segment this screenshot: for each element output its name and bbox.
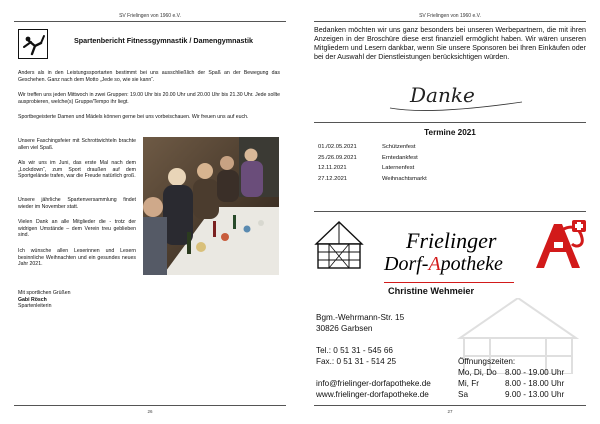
email-link[interactable]: info@frielinger-dorfapotheke.de (316, 379, 431, 388)
hours-time: 9.00 - 13.00 Uhr (505, 390, 565, 399)
city: 30826 Garbsen (316, 324, 373, 333)
termin-date: 27.12.2021 (318, 175, 348, 182)
paragraph-june: Als wir uns im Juni, das erste Mal nach dem „Lockdown“, zum Sport draußen auf dem Sportgelände trafen, war die Freude natürlich groß. (18, 160, 136, 180)
termin-event: Weihnachtsmarkt (382, 175, 427, 182)
termin-date: 25./26.09.2021 (318, 154, 357, 161)
hours-time: 8.00 - 19.00 Uhr (505, 368, 565, 377)
hours-days: Mi, Fr (458, 379, 479, 388)
divider-termine-top (314, 122, 586, 123)
hours-title: Öffnungszeiten: (458, 357, 516, 366)
termin-event: Erntedankfest (382, 154, 418, 161)
page-number: 26 (147, 409, 153, 414)
brand-underline (384, 282, 514, 283)
termin-event: Laternenfest (382, 165, 415, 171)
paragraph-assembly: Unsere jährliche Spartenversammlung findet wieder im November statt. (18, 197, 136, 210)
termine-title: Termine 2021 (424, 128, 476, 137)
web-link[interactable]: www.frielinger-dorfapotheke.de (316, 390, 429, 399)
village-house-icon (312, 220, 366, 270)
signoff (18, 290, 168, 310)
phone: Tel.: 0 51 31 - 545 66 (316, 346, 393, 355)
hours-days: Sa (458, 390, 469, 399)
paragraph-intro: Anders als in den Leistungssportarten bestimmt bei uns ausschließlich der Spaß an der Bewegung das Geschehen. Ganz nach dem Motto „Jede so, wie sie kann“. (18, 70, 280, 83)
fax: Fax.: 0 51 31 - 514 25 (316, 357, 397, 366)
page-header: SV Frielingen von 1960 e.V. (419, 13, 481, 19)
paragraph-thanks: Vielen Dank an alle Mitglieder die - trotz der widrigen Umstände – dem Verein treu geblieben sind. (18, 219, 136, 239)
signer-role: Spartenleiterin (18, 303, 52, 310)
footer-rule (14, 405, 286, 406)
paragraph-schedule: Wir treffen uns jeden Mittwoch in zwei Gruppen: 19.00 Uhr bis 20.00 Uhr und 20.00 Uhr bis 21.30 Uhr. Jede sollte ausprobieren, welche(s) Gruppe/Tempo ihr liegt. (18, 92, 280, 105)
brand-name-line2 (384, 253, 503, 276)
party-photo (143, 137, 279, 275)
paragraph-wishes: Ich wünsche allen Leserinnen und Lesern besinnliche Weihnachten und ein gesundes neues Jahr 2021. (18, 248, 136, 268)
pharmacy-a-icon (532, 218, 588, 270)
brand-potheke: potheke (440, 253, 503, 275)
header-rule (14, 21, 286, 22)
termin-date: 12.11.2021 (318, 165, 347, 171)
brand-name-line1: Frielinger (406, 228, 497, 253)
signer-name: Gabi Rösch (18, 296, 47, 303)
termin-date: 01./02.05.2021 (318, 144, 357, 150)
gymnast-icon (18, 29, 48, 59)
danke-text: Danke (410, 83, 475, 107)
brand-dorf: Dorf- (384, 253, 429, 275)
page-header: SV Frielingen von 1960 e.V. (119, 13, 181, 19)
footer-rule (314, 405, 586, 406)
header-rule (314, 21, 586, 22)
greeting: Mit sportlichen Grüßen (18, 290, 71, 296)
right-page (300, 0, 600, 424)
street: Bgm.-Wehrmann-Str. 15 (316, 313, 405, 322)
paragraph-fasching: Unsere Faschingsfeier mit Schrottwichteln brachte allen viel Spaß. (18, 138, 136, 151)
termin-event: Schützenfest (382, 144, 416, 150)
hours-days: Mo, Di, Do (458, 368, 497, 377)
paragraph-invite: Sportbegeisterte Damen und Mädels können gerne bei uns vorbeischauen. Wir freuen uns auf euch. (18, 114, 249, 120)
page-number: 27 (447, 409, 453, 414)
divider-ad-top (314, 211, 586, 212)
danke-signature (382, 78, 532, 116)
hours-time: 8.00 - 18.00 Uhr (505, 379, 565, 388)
owner-name: Christine Wehmeier (388, 286, 475, 296)
sponsor-thanks-paragraph: Bedanken möchten wir uns ganz besonders bei unseren Werbepartnern, die mit ihren Anzeigen in der Broschüre diese erst finanziell ermöglicht haben. Wir wären unseren Mitgliedern und Lesern dankbar, wenn Sie unsere Sponsoren bei Ihren Einkäufen oder bei der Auswahl der Dienstleistungen berücksichtigen würden. (314, 26, 586, 61)
brand-a-accent: A (428, 253, 441, 275)
section-title: Spartenbericht Fitnessgymnastik / Damengymnastik (74, 36, 253, 45)
